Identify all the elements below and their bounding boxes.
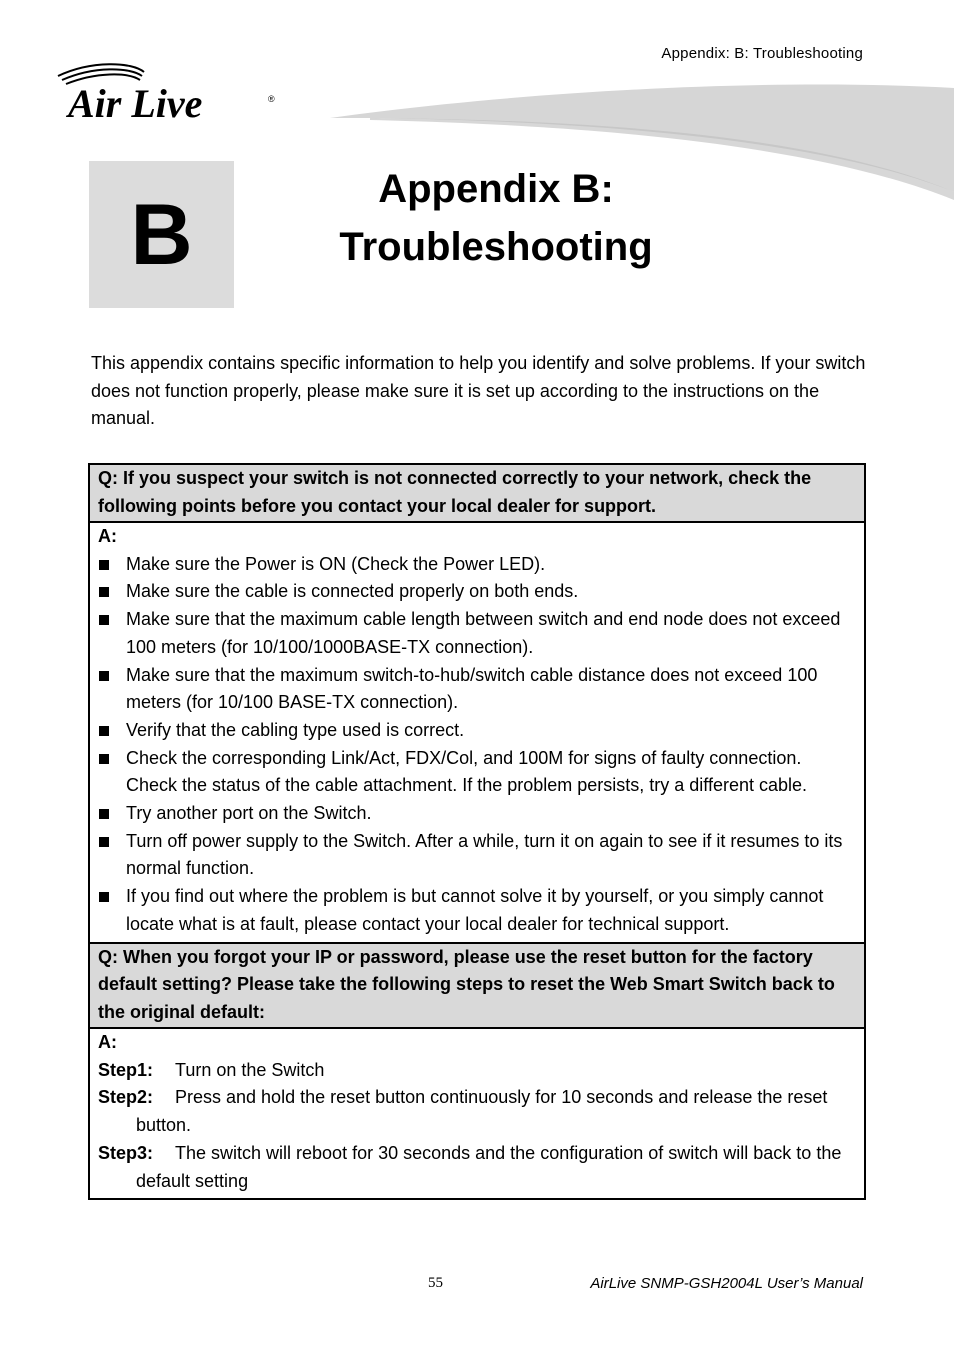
list-item: Make sure that the maximum cable length between switch and end node does not exceed 100 meters (for 10/100/1000BASE-TX connection). [98,606,856,661]
question-cell: Q: When you forgot your IP or password, please use the reset button for the factory default setting? Please take the following steps to reset the Web Smart Switch back to the original default: [89,943,865,1029]
step-text: The switch will reboot for 30 seconds and the configuration of switch will back to the default setting [136,1142,842,1191]
answer-bullet-list [98,551,856,939]
list-item: Check the corresponding Link/Act, FDX/Col, and 100M for signs of faulty connection. Check the status of the cable attachment. If the problem persists, try a different cable. [98,745,856,800]
page-number: 55 [428,1275,443,1291]
square-bullet-icon [99,892,109,902]
square-bullet-icon [99,587,109,597]
step-label: Step2: [98,1087,154,1108]
chapter-letter-box [89,161,234,308]
square-bullet-icon [99,809,109,819]
list-item: Make sure the Power is ON (Check the Power LED). [98,551,856,579]
airlive-logo [52,58,284,128]
page-title [300,160,692,276]
step-item [98,1084,856,1139]
troubleshooting-table [88,463,866,1200]
square-bullet-icon [99,560,109,570]
list-item: Make sure the cable is connected properly on both ends. [98,578,856,606]
answer-label: A: [98,526,117,546]
running-header: Appendix: B: Troubleshooting [661,45,863,62]
step-text: Turn on the Switch [175,1059,325,1080]
step-text: Press and hold the reset button continuously for 10 seconds and release the reset button. [136,1087,828,1136]
square-bullet-icon [99,754,109,764]
intro-paragraph: This appendix contains specific information to help you identify and solve problems. If your switch does not function properly, please make sure it is set up according to the instructions on the manual. [91,353,866,428]
answer-cell [89,522,865,943]
list-item: Turn off power supply to the Switch. After a while, turn it on again to see if it resumes to its normal function. [98,828,856,883]
answer-label: A: [98,1032,117,1053]
square-bullet-icon [99,726,109,736]
logo-wordmark: Air Live [68,81,203,126]
list-item: If you find out where the problem is but cannot solve it by yourself, or you simply cannot locate what is at fault, please contact your local dealer for technical support. [98,883,856,938]
square-bullet-icon [99,837,109,847]
step-item [98,1057,856,1085]
step-item [98,1140,856,1195]
step-label: Step3: [98,1142,154,1163]
manual-title: AirLive SNMP-GSH2004L User’s Manual [590,1275,863,1292]
title-line-2: Troubleshooting [339,225,653,269]
title-line-1: Appendix B: [378,167,614,211]
list-item: Make sure that the maximum switch-to-hub/switch cable distance does not exceed 100 meters (for 10/100 BASE-TX connection). [98,662,856,717]
list-item: Try another port on the Switch. [98,800,856,828]
svg-text:®: ® [268,94,275,104]
question-cell: Q: If you suspect your switch is not connected correctly to your network, check the following points before you contact your local dealer for support. [89,464,865,522]
square-bullet-icon [99,671,109,681]
chapter-letter: B [130,186,193,283]
step-label: Step1: [98,1059,154,1080]
square-bullet-icon [99,615,109,625]
list-item: Verify that the cabling type used is correct. [98,717,856,745]
answer-cell [89,1028,865,1199]
